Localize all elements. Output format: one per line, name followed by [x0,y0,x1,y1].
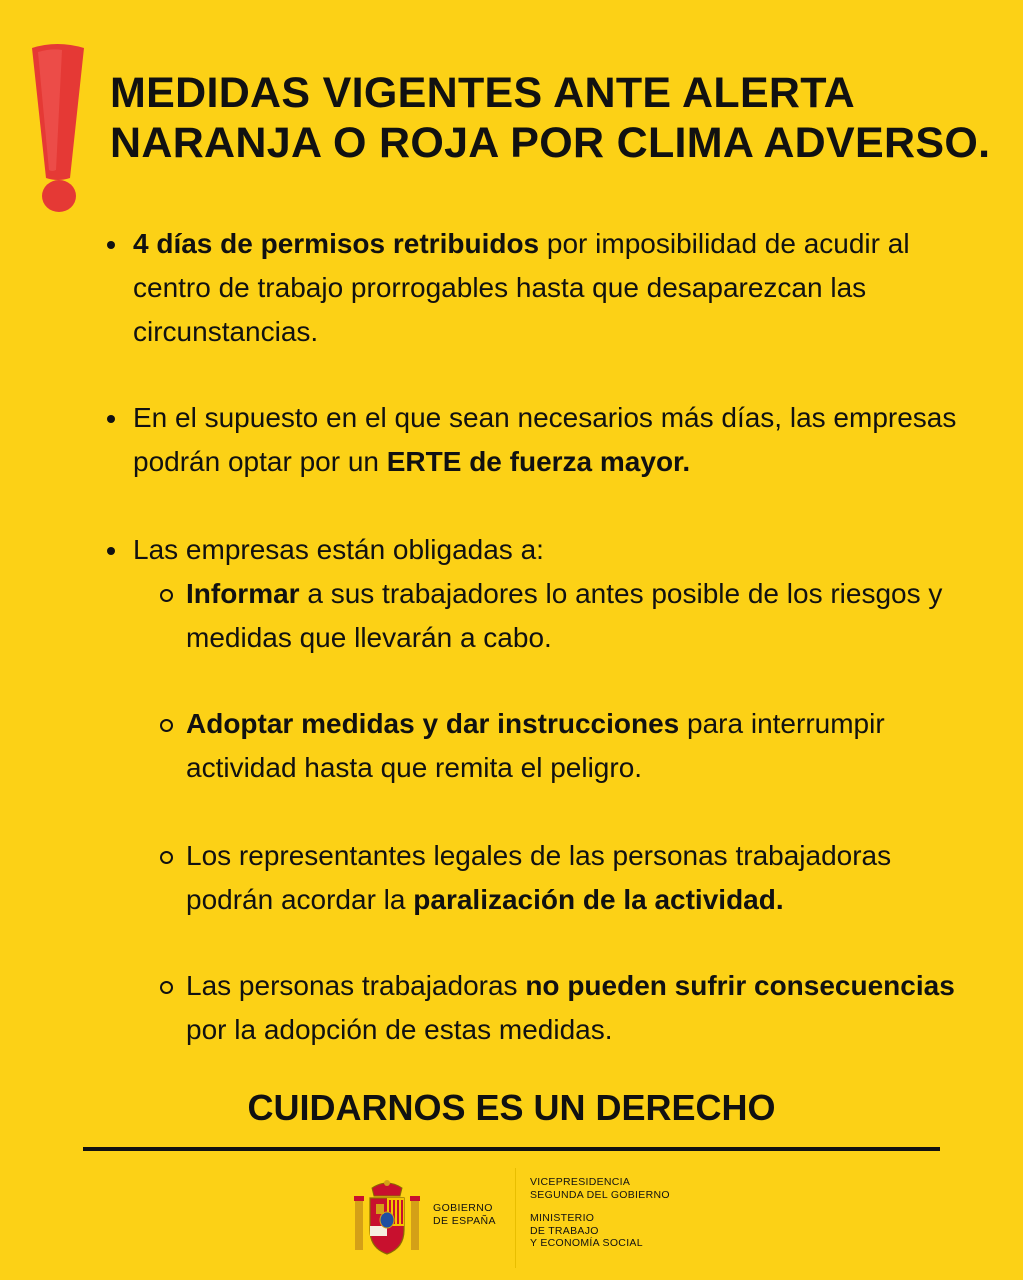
bullet-circle-icon [160,851,173,864]
vice-line-2: SEGUNDA DEL GOBIERNO [530,1188,670,1201]
bullet-circle-icon [160,589,173,602]
inform-bold: Informar [186,578,300,609]
paid-leave-bold: 4 días de permisos retribuidos [133,228,540,259]
gobierno-line-2: DE ESPAÑA [433,1215,496,1227]
consequences-rest: por la adopción de estas medidas. [186,1014,613,1045]
page-title [110,68,990,168]
ministry-label [530,1176,670,1250]
consequences-pre: Las personas trabajadoras [186,970,526,1001]
sub-list-item [0,964,1023,1052]
bullet-circle-icon [160,719,173,732]
slogan: CUIDARNOS ES UN DERECHO [247,1087,776,1128]
list-item [0,528,604,572]
ministry-line-3: Y ECONOMÍA SOCIAL [530,1237,643,1249]
sub-list-item [0,572,1023,660]
obligations-intro: Las empresas están obligadas a: [133,534,544,565]
paid-leave-text: por imposibilidad de acudir al centro de trabajo prorrogables hasta que desaparezcan las circunstancias. [133,228,910,347]
adopt-text: para interrumpir actividad hasta que remita el peligro. [186,708,885,783]
vice-line-1: VICEPRESIDENCIA [530,1176,631,1188]
gobierno-line-1: GOBIERNO [433,1202,493,1214]
representatives-text: Los representantes legales de las personas trabajadoras podrán acordar la [186,840,892,915]
adopt-bold: Adoptar medidas y dar instrucciones [186,708,680,739]
sub-list-item [0,702,1023,790]
gobierno-de-espana-label [433,1202,496,1228]
government-footer [0,1160,1023,1280]
divider [83,1147,940,1151]
list-item [0,396,1023,484]
bullet-dot-icon [107,415,115,423]
ministry-line-1: MINISTERIO [530,1212,595,1224]
representatives-bold: paralización de la actividad. [413,884,784,915]
footer-divider [515,1168,516,1268]
consequences-bold: no pueden sufrir consecuencias [525,970,955,1001]
title-line-2: NARANJA O ROJA POR CLIMA ADVERSO. [110,119,991,167]
bullet-dot-icon [107,547,115,555]
sub-list-item [0,834,1023,922]
erte-text: En el supuesto en el que sean necesarios más días, las empresas podrán optar por un [133,402,957,477]
bullet-dot-icon [107,241,115,249]
inform-text: a sus trabajadores lo antes posible de los riesgos y medidas que llevarán a cabo. [186,578,943,653]
erte-bold: ERTE de fuerza mayor. [386,446,691,477]
list-item [0,222,1023,354]
coat-of-arms-icon [352,1178,422,1258]
ministry-line-2: DE TRABAJO [530,1224,599,1237]
title-line-1: MEDIDAS VIGENTES ANTE ALERTA [110,69,856,117]
exclamation-icon [22,40,92,220]
bullet-circle-icon [160,981,173,994]
